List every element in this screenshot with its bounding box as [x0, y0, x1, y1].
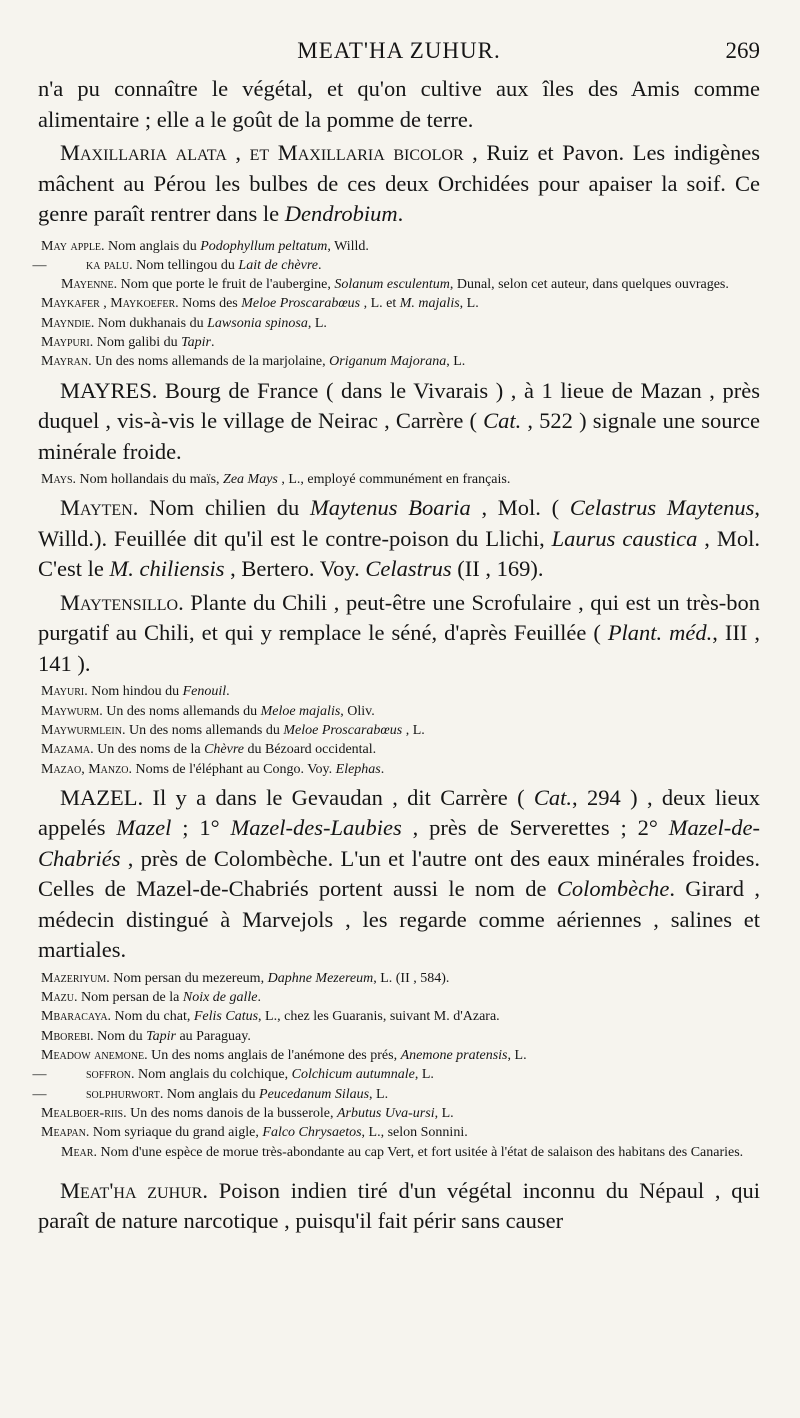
entry-mays: Mays. Nom hollandais du maïs, Zea Mays , L., employé communément en français. [41, 472, 511, 488]
page-header [38, 36, 760, 74]
headword: Mazao, Manzo. [41, 761, 132, 777]
ditto-dash: — [32, 1067, 47, 1083]
entry-mazel: MAZEL. Il y a dans le Gevaudan , dit Carrère ( Cat., 294 ) , deux lieux appelés Mazel ; 1° Mazel-des-Laubies , près de Serverettes ; 2° Mazel-de-Chabriés , près de Colombèche. L'un et l'autre ont des eaux minérales froides. Celles de Mazel-de-Chabriés portent aussi le nom de Colombèche. Girard , médecin distingué à Marvejols , les regarde comme aériennes , salines et martiales. [38, 784, 760, 963]
entry-maxillaria: Maxillaria alata , et Maxillaria bicolor , Ruiz et Pavon. Les indigènes mâchent au Pérou les bulbes de ces deux Orchidées pour apaiser la soif. Ce genre paraît rentrer dans le Dendrobium. [38, 140, 760, 226]
headword: Maytensillo. [60, 589, 184, 615]
headword: soffron. [86, 1067, 135, 1083]
headword: Mayran. [41, 354, 92, 370]
entry-maytensillo: Maytensillo. Plante du Chili , peut-être une Scrofulaire , qui est un très-bon purgatif au Chili, et qui y remplace le séné, d'après Feuillée ( Plant. méd., III , 141 ). [38, 589, 761, 676]
headword: Maywurmlein. [41, 722, 126, 738]
headword: Mayndie. [41, 315, 95, 331]
headword: Maxillaria alata , et Maxillaria bicolor , [60, 140, 478, 165]
entry-solphurwort: — solphurwort. Nom anglais du Peucedanum Silaus, L. [38, 1085, 760, 1104]
entry-mayran: Mayran. Un des noms allemands de la marjolaine, Origanum Majorana, L. [41, 354, 466, 370]
headword: May apple. [41, 238, 105, 254]
entry-mayenne: Mayenne. Nom que porte le fruit de l'aubergine, Solanum esculentum, Dunal, selon cet auteur, dans quelques ouvrages. [61, 277, 729, 293]
entry-meadow-anemone: Meadow anemone. Un des noms anglais de l'anémone des prés, Anemone pratensis, L. [41, 1048, 527, 1064]
entry-mborebi: Mborebi. Nom du Tapir au Paraguay. [41, 1028, 251, 1044]
entry-maypuri: Maypuri. Nom galibi du Tapir. [41, 334, 215, 350]
headword: MAYRES. [60, 377, 158, 403]
dictionary-page [32, 36, 761, 1240]
headword: Maykafer , Maykoefer. [41, 296, 179, 312]
entry-mayres: MAYRES. Bourg de France ( dans le Vivarais ) , à 1 lieue de Mazan , près duquel , vis-à-vis le village de Neirac , Carrère ( Cat. , 522 ) signale une source minérale froide. [38, 377, 760, 464]
headword: Meapan. [41, 1125, 90, 1141]
ditto-dash: — [32, 1086, 47, 1102]
headword: Meat'ha zuhur. [60, 1177, 208, 1203]
headword: Mbaracaya. [41, 1009, 112, 1025]
entry-meapan: Meapan. Nom syriaque du grand aigle, Falco Chrysaetos, L., selon Sonnini. [41, 1125, 468, 1141]
headword: Mealboer-riis. [41, 1105, 127, 1121]
entry-mazeriyum: Mazeriyum. Nom persan du mezereum, Daphne Mezereum, L. (II , 584). [41, 970, 450, 986]
headword: Mazama. [41, 742, 94, 758]
entry-mealboer-riis: Mealboer-riis. Un des noms danois de la busserole, Arbutus Uva-ursi, L. [41, 1105, 454, 1121]
headword: Meadow anemone. [41, 1048, 148, 1064]
running-title: MEAT'HA ZUHUR. [297, 38, 501, 63]
entry-mazama: Mazama. Un des noms de la Chèvre du Bézoard occidental. [41, 742, 377, 758]
entry-meatha-zuhur: Meat'ha zuhur. Poison indien tiré d'un végétal inconnu du Népaul , qui paraît de nature narcotique , puisqu'il fait périr sans causer [38, 1177, 760, 1234]
entry-ka-palu: — ka palu. Nom tellingou du Lait de chèvre. [38, 256, 760, 275]
headword: Maywurm. [41, 703, 103, 719]
entry-mbaracaya: Mbaracaya. Nom du chat, Felis Catus, L., chez les Guaranis, suivant M. d'Azara. [41, 1009, 500, 1025]
entry-maywurm: Maywurm. Un des noms allemands du Meloe majalis, Oliv. [41, 703, 375, 719]
entry-mayuri: Mayuri. Nom hindou du Fenouil. [41, 684, 230, 700]
headword: Mazu. [41, 990, 78, 1006]
headword: Mayten. [60, 495, 139, 521]
headword: Mays. [41, 472, 77, 488]
headword: Mborebi. [41, 1028, 94, 1044]
entry-mayten: Mayten. Nom chilien du Maytenus Boaria , Mol. ( Celastrus Maytenus, Willd.). Feuillée dit qu'il est le contre-poison du Llichi, Laurus caustica , Mol. C'est le M. chiliensis , Bertero. Voy. Celastrus (II , 169). [38, 495, 760, 582]
entry-soffron: — soffron. Nom anglais du colchique, Colchicum autumnale, L. [38, 1065, 760, 1084]
page-number: 269 [725, 38, 760, 63]
entry-maywurmlein: Maywurmlein. Un des noms allemands du Meloe Proscarabœus , L. [41, 722, 425, 738]
headword: Mayuri. [41, 684, 88, 700]
entry-may-apple: May apple. Nom anglais du Podophyllum peltatum, Willd. [41, 238, 369, 254]
entry-mear: Mear. Nom d'une espèce de morue très-abondante au cap Vert, et fort usitée à l'état de salaison des habitans des Canaries. [61, 1144, 744, 1160]
headword: Mear. [61, 1144, 97, 1160]
entry-mayndie: Mayndie. Nom dukhanais du Lawsonia spinosa, L. [41, 315, 327, 331]
headword: Mazeriyum. [41, 970, 110, 986]
entry-maykafer: Maykafer , Maykoefer. Noms des Meloe Proscarabœus , L. et M. majalis, L. [41, 296, 479, 312]
headword: Mayenne. [61, 277, 118, 293]
headword: ka palu. [86, 257, 133, 273]
entry-mazu: Mazu. Nom persan de la Noix de galle. [41, 990, 262, 1006]
ditto-dash: — [32, 257, 47, 273]
headword: solphurwort. [86, 1086, 164, 1102]
headword: MAZEL. [60, 784, 144, 810]
headword: Maypuri. [41, 334, 94, 350]
entry-continuation: n'a pu connaître le végétal, et qu'on cultive aux îles des Amis comme alimentaire ; elle a le goût de la pomme de terre. [38, 76, 760, 132]
entry-mazao: Mazao, Manzo. Noms de l'éléphant au Congo. Voy. Elephas. [41, 761, 385, 777]
